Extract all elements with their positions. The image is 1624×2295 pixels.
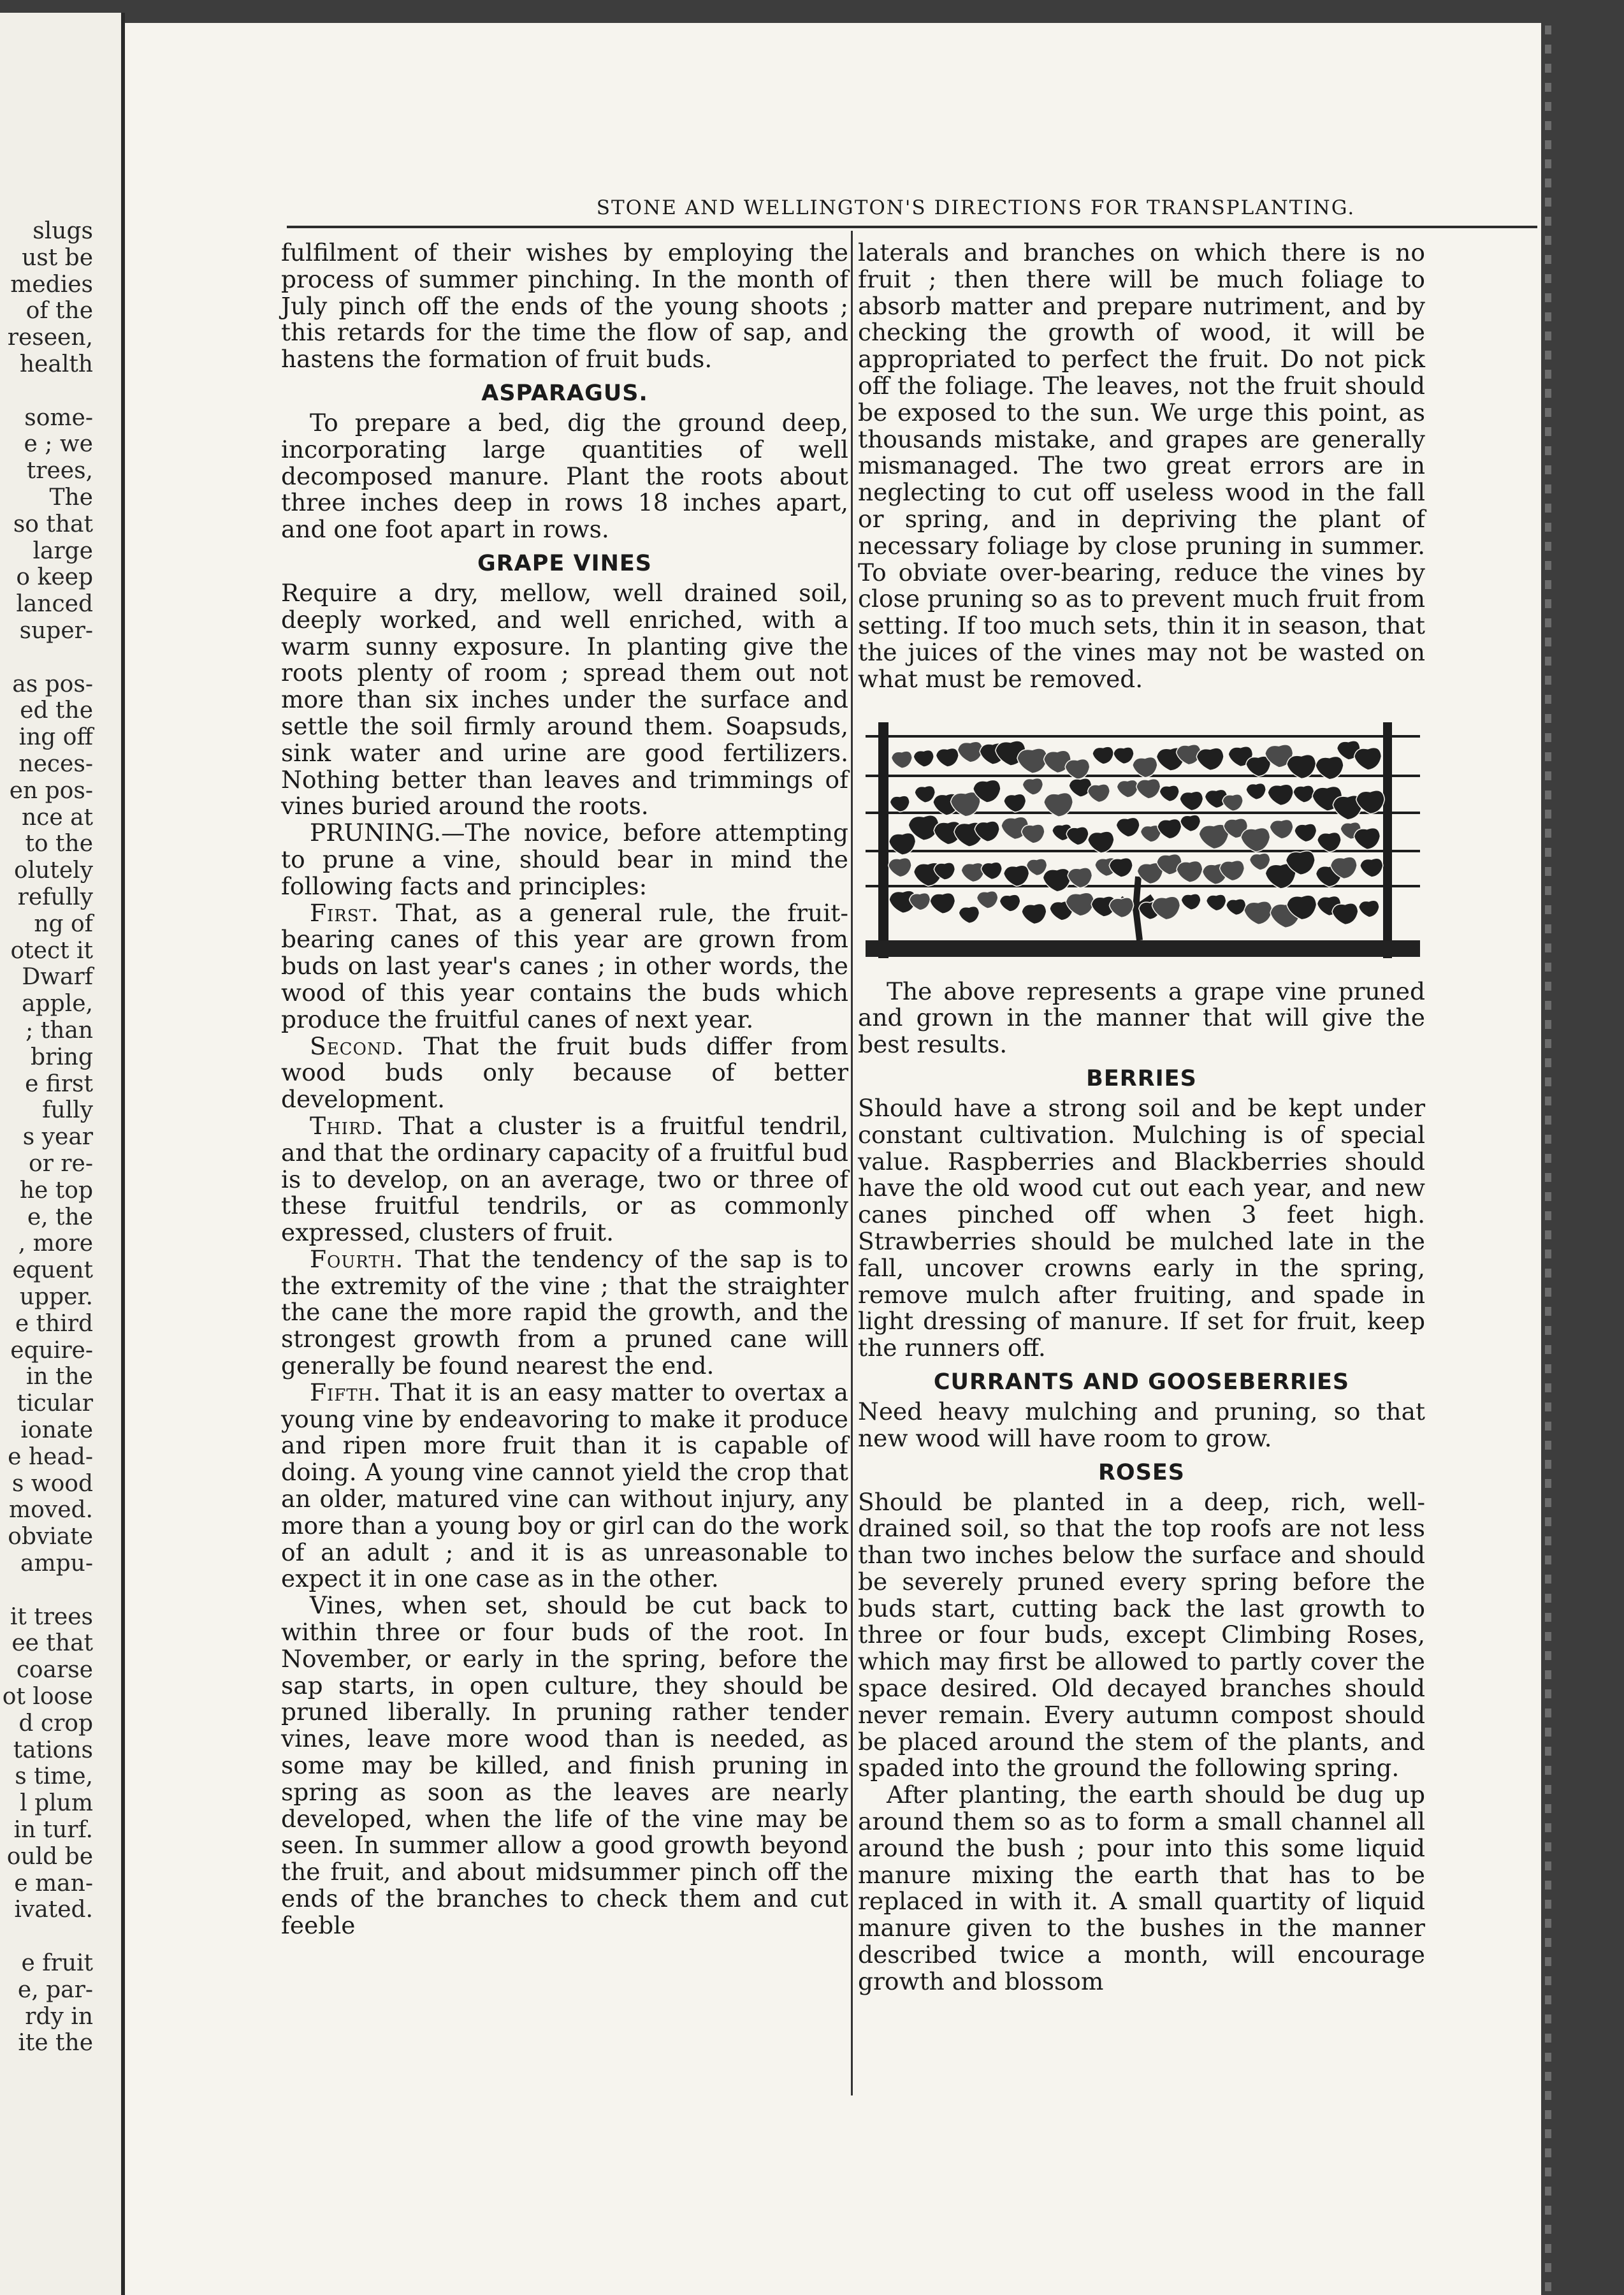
margin-fragment: tations (13, 1737, 93, 1763)
paragraph (858, 1489, 1425, 1782)
margin-fragment: trees, (26, 458, 93, 484)
margin-fragment: ampu- (20, 1550, 93, 1577)
paragraph (281, 410, 848, 543)
paragraph-text: Should be planted in a deep, rich, well-drained soil, so that the top roofs are not less than two inches below the surface and should be severely pruned every spring before the buds start, cutting back the last growth to three or four buds, except Climbing Roses, which may first be allowed to partly cover the space desired. Old decayed branches should never remain. Every autumn compost should be placed around the stem of the plants, and spaded into the ground the following spring. (858, 1487, 1425, 1782)
margin-fragment: d crop (18, 1710, 93, 1737)
right-column-bottom (858, 979, 1425, 1995)
right-column-top (858, 240, 1425, 693)
paragraph-text: That the fruit buds differ from wood buds only because of better development. (281, 1031, 848, 1114)
paragraph-text: That a cluster is a fruitful tendril, and that the ordinary capacity of a fruitful bud is to develop, on an average, two or three of these fruitful tendrils, or as commonly expressed, clusters of fruit. (281, 1111, 848, 1247)
paragraph-text: After planting, the earth should be dug up around them so as to form a small channel all around the bush ; pour into this some liquid manure mixing the earth that has to be replaced in with it. A small quartity of liquid manure given to the bushes in the manner described twice a month, will encourage growth and blossom (858, 1781, 1425, 1995)
margin-fragment: to the (25, 831, 93, 857)
paragraph-text: That the tendency of the sap is to the extremity of the vine ; that the straighter the cane the more rapid the growth, and the strongest growth from a pruned cane will generally be found nearest the end. (281, 1244, 848, 1380)
margin-fragment: e third (15, 1310, 93, 1337)
margin-fragment: otect it (10, 937, 93, 964)
margin-fragment: equent (12, 1257, 93, 1284)
margin-fragment: olutely (14, 857, 93, 884)
margin-fragment: so that (13, 511, 93, 537)
left-column (281, 240, 848, 1939)
section-heading: ASPARAGUS. (481, 380, 648, 406)
paragraph (858, 240, 1425, 693)
previous-page-edge (0, 13, 125, 2295)
margin-fragment: coarse (16, 1657, 93, 1684)
margin-fragment: ee that (11, 1630, 93, 1657)
margin-fragment: ivated. (14, 1897, 93, 1923)
header-rule (287, 226, 1537, 228)
margin-fragment: it trees (10, 1603, 93, 1630)
margin-fragment: ng of (34, 910, 93, 937)
margin-fragment: in the (25, 1364, 93, 1390)
margin-fragment: ust be (22, 244, 93, 271)
margin-fragment: e fruit (21, 1950, 93, 1976)
paragraph-text: That it is an easy matter to overtax a young vine by endeavoring to make it produce and ripen more fruit than it is capable of doing. A young vine cannot yield the crop that an older, matured vine can without injury, any more than a young boy or girl can do the work of an adult ; and it is as unreasonable to expect it in one case as in the other. (281, 1378, 848, 1593)
paragraph-text: That, as a general rule, the fruit-bearing canes of this year are grown from buds on last year's canes ; in other words, the wood of this year contains the buds which produce the fruitful canes of next year. (281, 898, 848, 1033)
paragraph (858, 979, 1425, 1058)
margin-fragment: large (33, 537, 93, 564)
margin-fragment: e head- (8, 1443, 93, 1470)
margin-fragment: ticular (17, 1390, 93, 1417)
margin-fragment: e, the (27, 1204, 93, 1230)
paragraph-text: To prepare a bed, dig the ground deep, incorporating large quantities of well decomposed manure. Plant the roots about three inches deep in rows 18 inches apart, and one foot apart in rows. (281, 408, 848, 544)
margin-fragment: e man- (14, 1870, 93, 1897)
margin-fragment: medies (10, 271, 93, 298)
paragraph-lead: First. (310, 898, 379, 927)
paragraph-text: PRUNING.—The novice, before attempting to prune a vine, should bear in mind the following facts and principles: (281, 819, 848, 900)
scan-edge (1545, 26, 1551, 2295)
document-page (125, 23, 1541, 2295)
paragraph (281, 1592, 848, 1939)
margin-fragment: upper. (19, 1284, 93, 1310)
margin-fragment: l plum (20, 1790, 93, 1817)
column-divider (851, 231, 853, 2095)
margin-fragment: lanced (16, 591, 93, 618)
paragraph (281, 1113, 848, 1246)
margin-fragment: s year (22, 1124, 93, 1151)
margin-fragment: Dwarf (22, 964, 93, 991)
margin-fragment: of the (25, 298, 93, 324)
running-head: STONE AND WELLINGTON'S DIRECTIONS FOR TRANSPLANTING. (596, 196, 1356, 219)
paragraph-text: fulfilment of their wishes by employing the process of summer pinching. In the month of July pinch off the ends of the young shoots ; this retards for the time the flow of sap, and hastens the formation of fruit buds. (281, 238, 848, 374)
margin-fragment: some- (24, 404, 93, 431)
margin-fragment: rdy in (25, 2003, 93, 2030)
margin-fragment: fully (42, 1097, 93, 1124)
paragraph-lead: Third. (310, 1111, 384, 1140)
margin-fragment: he top (19, 1177, 93, 1204)
section-heading: BERRIES (1086, 1065, 1197, 1091)
margin-fragment: health (19, 351, 93, 377)
paragraph-text: laterals and branches on which there is no fruit ; then there will be much foliage to absorb matter and prepare nutriment, and by checking the growth of wood, it will be appropriated to perfect the fruit. Do not pick off the foliage. The leaves, not the fruit should be exposed to the sun. We urge this point, as thousands mistake, and grapes are generally mismanaged. The two great errors are in neglecting to cut off useless wood in the fall or spring, and in depriving the plant of necessary foliage by close pruning in summer. To obviate over-bearing, reduce the vines by close pruning so as to prevent much fruit from setting. If too much sets, thin it in season, that the juices of the vines may not be wasted on what must be removed. (858, 238, 1425, 693)
margin-fragment: o keep (16, 564, 93, 591)
paragraph (281, 820, 848, 900)
paragraph-lead: Fifth. (310, 1378, 382, 1406)
paragraph (858, 1782, 1425, 1995)
margin-fragment: , more (18, 1230, 93, 1257)
paragraph (858, 1095, 1425, 1362)
margin-fragment: ot loose (2, 1684, 93, 1710)
margin-fragment: reseen, (7, 324, 93, 351)
margin-fragment: The (49, 484, 93, 511)
margin-fragment: e ; we (24, 431, 93, 458)
paragraph (281, 1380, 848, 1592)
paragraph (281, 240, 848, 373)
paragraph-text: The above represents a grape vine pruned and grown in the manner that will give the best results. (858, 977, 1425, 1059)
right-column (858, 240, 1425, 1995)
paragraph (281, 1246, 848, 1380)
paragraph (858, 1399, 1425, 1452)
paragraph (281, 900, 848, 1033)
paragraph (281, 1033, 848, 1113)
paragraph-text: Require a dry, mellow, well drained soil, deeply worked, and well enriched, with a warm sunny exposure. In planting give the roots plenty of room ; spread them out not more than six inches under the surface and settle the soil firmly around them. Soapsuds, sink water and urine are good fertilizers. Nothing better than leaves and trimmings of vines buried around the roots. (281, 578, 848, 820)
margin-fragment: equire- (10, 1337, 93, 1364)
margin-fragment: en pos- (9, 777, 93, 804)
margin-fragment: in turf. (13, 1817, 93, 1843)
margin-fragment: or re- (28, 1151, 93, 1177)
margin-fragment: as pos- (12, 671, 93, 697)
margin-fragment: ould be (6, 1843, 93, 1870)
paragraph-text: Need heavy mulching and pruning, so that new wood will have room to grow. (858, 1397, 1425, 1452)
paragraph-lead: Fourth. (310, 1244, 404, 1273)
section-heading: CURRANTS AND GOOSEBERRIES (933, 1369, 1350, 1395)
paragraph (281, 580, 848, 820)
margin-fragment: nce at (21, 804, 93, 831)
margin-fragment: apple, (22, 991, 93, 1017)
margin-fragment: slugs (33, 218, 93, 244)
margin-fragment: ed the (20, 697, 93, 724)
paragraph-text: Vines, when set, should be cut back to within three or four buds of the root. In November, or early in the spring, before the sap starts, in open culture, they should be pruned liberally. In pruning rather tender vines, leave more wood than is needed, as some may be killed, and finish pruning in spring as soon as the leaves are nearly developed, when the life of the vine may be seen. In summer allow a good growth beyond the fruit, and about midsummer pinch off the ends of the branches to check them and cut feeble (281, 1591, 848, 1939)
margin-fragment: s wood (11, 1470, 93, 1497)
margin-fragment: bring (31, 1044, 93, 1070)
margin-fragment: refully (17, 884, 93, 910)
paragraph-text: Should have a strong soil and be kept under constant cultivation. Mulching is of special value. Raspberries and Blackberries should have the old wood cut out each year, and new canes pinched off when 3 feet high. Strawberries should be mulched late in the fall, uncover crowns early in the spring, remove mulch after fruiting, and spade in light dressing of manure. If set for fruit, keep the runners off. (858, 1093, 1425, 1362)
margin-fragment: moved. (9, 1497, 93, 1524)
margin-fragment: s time, (15, 1763, 93, 1790)
section-heading: ROSES (1098, 1459, 1185, 1485)
margin-fragment: ionate (20, 1417, 93, 1443)
margin-fragment: e first (25, 1070, 93, 1097)
margin-fragment: neces- (18, 751, 93, 777)
grape-vine-trellis-icon (866, 717, 1420, 966)
margin-fragment: ; than (25, 1017, 93, 1044)
margin-fragment: e, par- (17, 1976, 93, 2003)
margin-fragment: obviate (8, 1524, 93, 1550)
margin-fragment: super- (19, 618, 93, 644)
paragraph-lead: Second. (310, 1031, 405, 1060)
margin-fragment: ing off (18, 724, 93, 751)
section-heading: GRAPE VINES (477, 550, 653, 576)
margin-fragment: ite the (18, 2030, 93, 2057)
